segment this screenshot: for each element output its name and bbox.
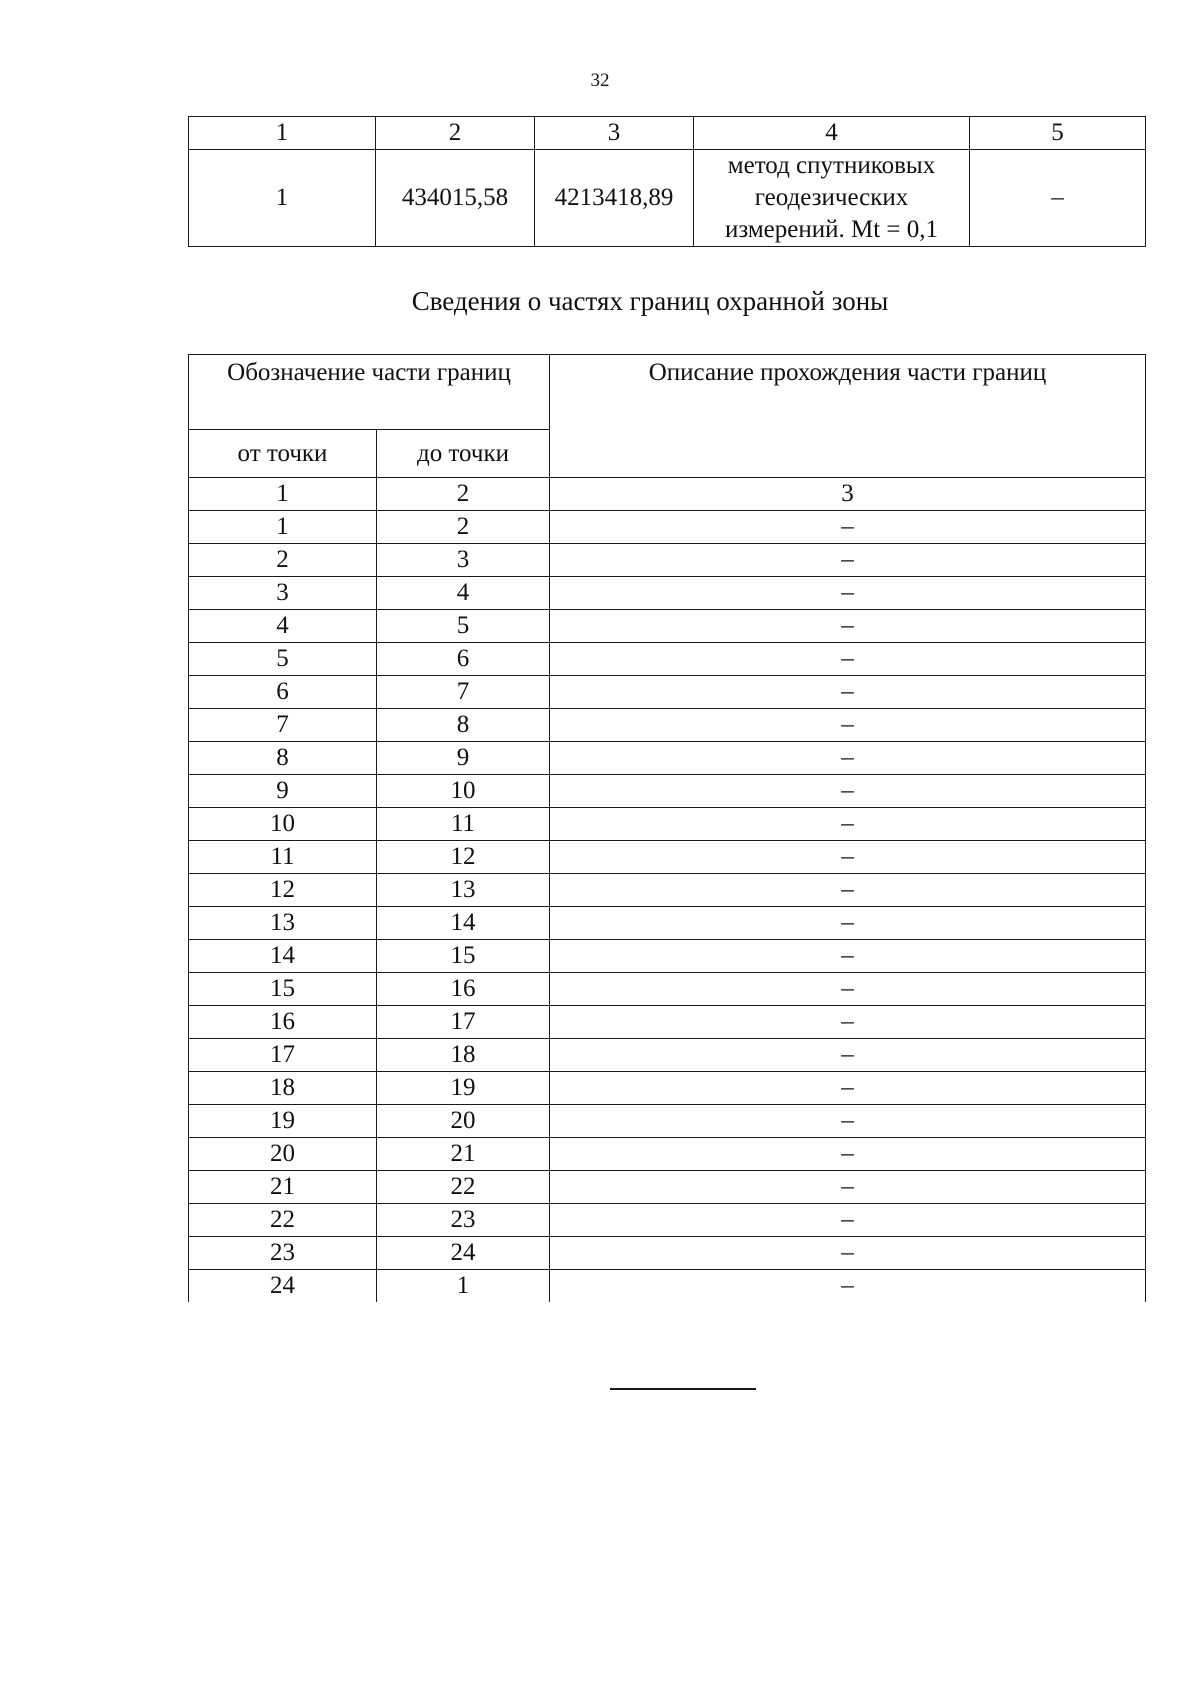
to-point: 2 [377, 511, 550, 544]
part-description: – [550, 1204, 1146, 1237]
table-row [189, 808, 1146, 841]
part-description: – [550, 577, 1146, 610]
from-point: 15 [189, 973, 377, 1006]
from-point: 10 [189, 808, 377, 841]
coordinate-x: 434015,58 [376, 150, 535, 247]
to-point: 5 [377, 610, 550, 643]
part-description: – [550, 676, 1146, 709]
to-point: 24 [377, 1237, 550, 1270]
part-description: – [550, 874, 1146, 907]
page-number: 32 [590, 70, 610, 91]
from-point: 3 [189, 577, 377, 610]
from-point: 8 [189, 742, 377, 775]
from-point: 13 [189, 907, 377, 940]
column-number: 5 [970, 117, 1146, 150]
from-point: 24 [189, 1270, 377, 1303]
part-description: – [550, 841, 1146, 874]
part-description: – [550, 1138, 1146, 1171]
parts-header-row [189, 355, 1146, 430]
from-point: 20 [189, 1138, 377, 1171]
part-description: – [550, 1072, 1146, 1105]
part-description: – [550, 1006, 1146, 1039]
table-row [189, 1171, 1146, 1204]
table-row [189, 511, 1146, 544]
from-point: 12 [189, 874, 377, 907]
to-point: 14 [377, 907, 550, 940]
part-description: – [550, 973, 1146, 1006]
designation-header: Обозначение части границ [189, 355, 550, 430]
part-description: – [550, 907, 1146, 940]
to-point: 18 [377, 1039, 550, 1072]
table-row [189, 841, 1146, 874]
end-divider-line [610, 1388, 756, 1390]
point-number: 1 [189, 150, 376, 247]
to-point-header: до точки [377, 430, 550, 478]
from-point: 1 [189, 511, 377, 544]
method-description [694, 150, 970, 247]
table-row [189, 874, 1146, 907]
coordinates-table [188, 116, 1146, 247]
table-row [189, 1006, 1146, 1039]
from-point: 22 [189, 1204, 377, 1237]
table-row [189, 973, 1146, 1006]
from-point-header: от точки [189, 430, 377, 478]
to-point: 11 [377, 808, 550, 841]
from-point: 2 [189, 544, 377, 577]
column-number: 4 [694, 117, 970, 150]
column-number: 1 [189, 478, 377, 511]
part-description: – [550, 1270, 1146, 1303]
part-description: – [550, 1105, 1146, 1138]
parts-column-numbers-row [189, 478, 1146, 511]
table-row [189, 643, 1146, 676]
table-row [189, 775, 1146, 808]
column-number: 2 [376, 117, 535, 150]
method-line: измерений. Mt = 0,1 [724, 216, 939, 243]
part-description: – [550, 643, 1146, 676]
to-point: 3 [377, 544, 550, 577]
from-point: 17 [189, 1039, 377, 1072]
table-row [189, 544, 1146, 577]
part-description: – [550, 709, 1146, 742]
table-row [189, 1105, 1146, 1138]
table-row [189, 940, 1146, 973]
from-point: 19 [189, 1105, 377, 1138]
column-number: 3 [550, 478, 1146, 511]
from-point: 11 [189, 841, 377, 874]
method-line: геодезических [754, 184, 909, 211]
point-note: – [970, 150, 1146, 247]
from-point: 14 [189, 940, 377, 973]
column-number: 2 [377, 478, 550, 511]
part-description: – [550, 544, 1146, 577]
method-line: метод спутниковых [727, 152, 936, 179]
from-point: 18 [189, 1072, 377, 1105]
column-number: 1 [189, 117, 376, 150]
to-point: 10 [377, 775, 550, 808]
to-point: 23 [377, 1204, 550, 1237]
to-point: 16 [377, 973, 550, 1006]
table-row [189, 610, 1146, 643]
coordinate-y: 4213418,89 [535, 150, 694, 247]
part-description: – [550, 940, 1146, 973]
part-description: – [550, 610, 1146, 643]
to-point: 8 [377, 709, 550, 742]
table-row [189, 709, 1146, 742]
table-row [189, 1237, 1146, 1270]
from-point: 16 [189, 1006, 377, 1039]
part-description: – [550, 1171, 1146, 1204]
to-point: 20 [377, 1105, 550, 1138]
to-point: 7 [377, 676, 550, 709]
table-row [189, 1072, 1146, 1105]
table-row [189, 1138, 1146, 1171]
section-title: Сведения о частях границ охранной зоны [411, 286, 889, 316]
to-point: 19 [377, 1072, 550, 1105]
table-row [189, 1039, 1146, 1072]
from-point: 5 [189, 643, 377, 676]
to-point: 21 [377, 1138, 550, 1171]
coordinates-header-row [189, 117, 1146, 150]
to-point: 1 [377, 1270, 550, 1303]
coordinates-data-row [189, 150, 1146, 247]
to-point: 15 [377, 940, 550, 973]
from-point: 7 [189, 709, 377, 742]
from-point: 9 [189, 775, 377, 808]
from-point: 6 [189, 676, 377, 709]
to-point: 9 [377, 742, 550, 775]
to-point: 17 [377, 1006, 550, 1039]
table-row [189, 676, 1146, 709]
from-point: 21 [189, 1171, 377, 1204]
to-point: 4 [377, 577, 550, 610]
table-row [189, 1270, 1146, 1303]
from-point: 23 [189, 1237, 377, 1270]
part-description: – [550, 511, 1146, 544]
description-header: Описание прохождения части границ [550, 355, 1146, 478]
table-row [189, 742, 1146, 775]
column-number: 3 [535, 117, 694, 150]
to-point: 6 [377, 643, 550, 676]
part-description: – [550, 742, 1146, 775]
part-description: – [550, 775, 1146, 808]
to-point: 12 [377, 841, 550, 874]
part-description: – [550, 1039, 1146, 1072]
table-row [189, 577, 1146, 610]
boundary-parts-table [188, 354, 1146, 1302]
from-point: 4 [189, 610, 377, 643]
table-row [189, 907, 1146, 940]
to-point: 13 [377, 874, 550, 907]
part-description: – [550, 808, 1146, 841]
to-point: 22 [377, 1171, 550, 1204]
table-row [189, 1204, 1146, 1237]
part-description: – [550, 1237, 1146, 1270]
